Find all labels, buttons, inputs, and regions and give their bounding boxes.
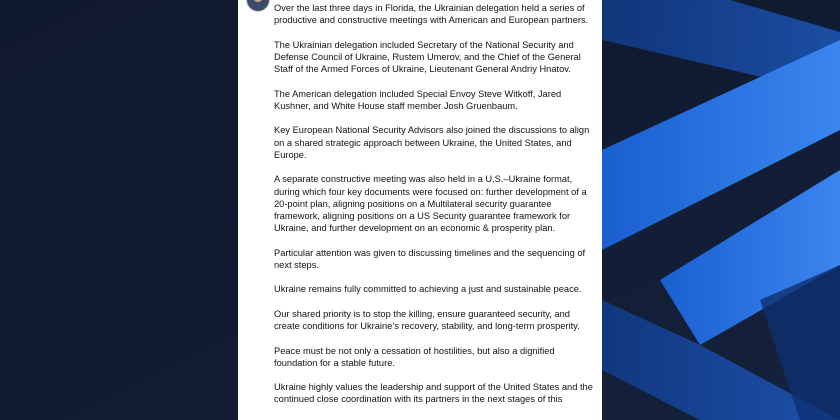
post-paragraph-9: Peace must be not only a cessation of hostilities, but also a dignified foundation for a stable future. <box>274 345 555 368</box>
post-text <box>274 2 596 418</box>
post-paragraph-6: Particular attention was given to discussing timelines and the sequencing of next steps. <box>274 247 586 270</box>
post-paragraph-4: Key European National Security Advisors also joined the discussions to align on a shared strategic approach between Ukraine, the United States, and Europe. <box>274 125 590 160</box>
post-paragraph-5: A separate constructive meeting was also held in a U.S.–Ukraine format, during which four key documents were focused on: further development of a 20-point plan, aligning positions on a Multilateral security guarantee framework, aligning positions on a US Security guarantee framework for Ukraine, and further development on an economic & prosperity plan. <box>274 174 587 234</box>
post-paragraph-7: Ukraine remains fully committed to achieving a just and sustainable peace. <box>274 284 582 295</box>
post-paragraph-10: Ukraine highly values the leadership and support of the United States and the continued close coordination with its partners in the next stages of this <box>274 382 593 405</box>
post-paragraph-8: Our shared priority is to stop the killing, ensure guaranteed security, and create conditions for Ukraine’s recovery, stability, and long-term prosperity. <box>274 308 580 332</box>
post-card <box>238 0 602 420</box>
post-paragraph-3: The American delegation included Special Envoy Steve Witkoff, Jared Kushner, and White House staff member Josh Gruenbaum. <box>274 88 562 111</box>
post-paragraph-2: The Ukrainian delegation included Secretary of the National Security and Defense Council of Ukraine, Rustem Umerov, and the Chief of the General Staff of the Armed Forces of Ukraine, Lieutenant General Andriy Hnatov. <box>274 39 581 75</box>
left-shade <box>0 0 238 420</box>
profile-avatar-icon[interactable] <box>246 0 270 12</box>
post-paragraph-1: Over the last three days in Florida, the Ukrainian delegation held a series of productive and constructive meetings with American and European partners. <box>274 3 589 26</box>
